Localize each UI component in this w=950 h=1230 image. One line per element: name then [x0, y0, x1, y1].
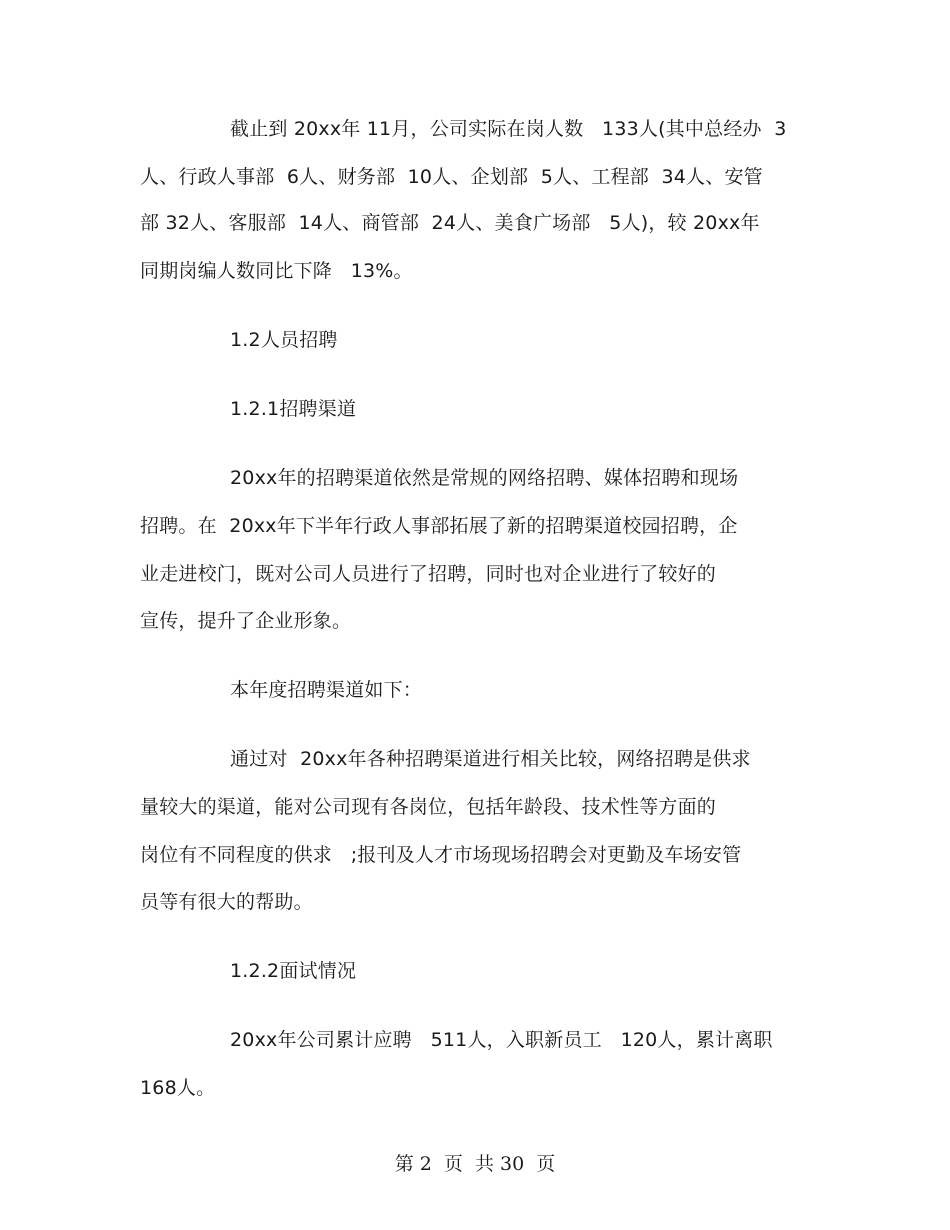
paragraph-2-line-3: 业走进校门，既对公司人员进行了招聘，同时也对企业进行了较好的 — [140, 563, 717, 585]
paragraph-5-line-1: 20xx年公司累计应聘 511人，入职新员工 120人，累计离职 — [230, 1029, 773, 1051]
paragraph-1-line-2: 人、行政人事部 6人、财务部 10人、企划部 5人、工程部 34人、安管 — [140, 166, 763, 188]
paragraph-5-line-2: 168人。 — [140, 1077, 216, 1099]
section-heading-1-2-2: 1.2.2面试情况 — [230, 960, 357, 982]
paragraph-2-line-4: 宣传，提升了企业形象。 — [140, 610, 352, 632]
paragraph-3: 本年度招聘渠道如下： — [230, 679, 423, 701]
section-heading-1-2-1: 1.2.1招聘渠道 — [230, 398, 357, 420]
page-number-footer: 第 2 页 共 30 页 — [394, 1153, 556, 1175]
paragraph-2-line-1: 20xx年的招聘渠道依然是常规的网络招聘、媒体招聘和现场 — [230, 467, 739, 489]
section-heading-1-2: 1.2人员招聘 — [230, 329, 338, 351]
paragraph-4-line-2: 量较大的渠道，能对公司现有各岗位，包括年龄段、技术性等方面的 — [140, 796, 717, 818]
paragraph-4-line-1: 通过对 20xx年各种招聘渠道进行相关比较，网络招聘是供求 — [230, 748, 751, 770]
paragraph-2-line-2: 招聘。在 20xx年下半年行政人事部拓展了新的招聘渠道校园招聘，企 — [140, 515, 738, 537]
paragraph-1-line-4: 同期岗编人数同比下降 13%。 — [140, 260, 413, 282]
paragraph-1-line-3: 部 32人、客服部 14人、商管部 24人、美食广场部 5人)，较 20xx年 — [140, 212, 760, 234]
paragraph-1-line-1: 截止到 20xx年 11月，公司实际在岗人数 133人(其中总经办 3 — [230, 118, 787, 140]
paragraph-4-line-4: 员等有很大的帮助。 — [140, 891, 313, 913]
paragraph-4-line-3: 岗位有不同程度的供求 ;报刊及人才市场现场招聘会对更勤及车场安管 — [140, 844, 742, 866]
